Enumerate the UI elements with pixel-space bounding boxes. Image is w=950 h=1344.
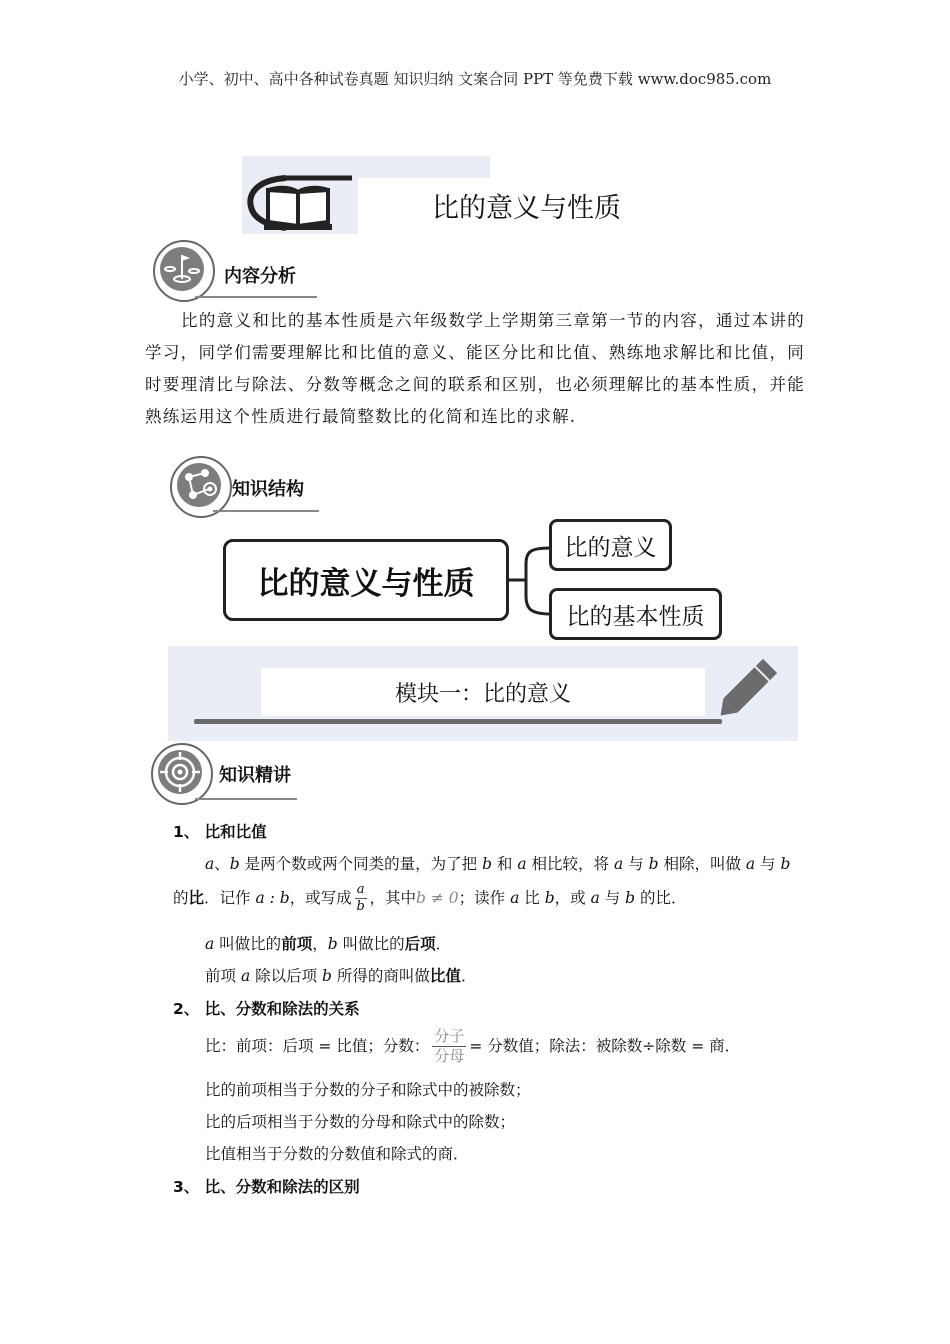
section-underline — [213, 510, 319, 512]
section-underline — [195, 296, 317, 298]
page-title: 比的意义与性质 — [432, 193, 621, 224]
item-heading: 3、 比、分数和除法的区别 — [173, 1178, 360, 1196]
page-header-banner: 小学、初中、高中各种试卷真题 知识归纳 文案合同 PPT 等免费下载 www.doc985.com — [178, 70, 772, 88]
item-heading: 2、 比、分数和除法的关系 — [173, 1000, 360, 1018]
relation-note: 比的前项相当于分数的分子和除式中的被除数； — [205, 1081, 531, 1099]
module-title: 模块一：比的意义 — [261, 668, 705, 716]
mindmap-connector — [508, 540, 554, 620]
item-heading: 1、 比和比值 — [173, 823, 267, 841]
relation-line: 比：前项：后项 = 比值；分数： $\frac{\text{分子}}{\text{分母}}$ = 分数值；除法：被除数÷除数 = 商． — [205, 1027, 741, 1065]
section-underline — [195, 798, 297, 800]
section-label-knowledge-structure: 知识结构 — [232, 479, 304, 500]
section-label-knowledge-detail: 知识精讲 — [219, 765, 291, 786]
relation-note: 比值相当于分数的分数值和除式的商． — [205, 1145, 469, 1163]
mindmap-child-node: 比的基本性质 — [549, 588, 722, 640]
open-book-icon — [246, 170, 354, 232]
definition-line-2: 的比．记作 a : b，或写成 $\frac{a}{b}$ ，其中b ≠ 0；读作 a 比 b，或 a 与 b 的比． — [173, 882, 687, 914]
fraction-numerator-over-denominator: $\frac{\text{分子}}{\text{分母}}$ — [434, 1027, 465, 1065]
network-nodes-icon — [170, 456, 232, 518]
mindmap-child-node: 比的意义 — [549, 519, 672, 571]
module-underline — [194, 719, 722, 724]
target-icon — [151, 743, 213, 805]
definition-line-1: a、b 是两个数或两个同类的量，为了把 b 和 a 相比较，将 a 与 b 相除，叫做 a 与 b — [205, 855, 791, 873]
flag-target-icon — [153, 240, 215, 302]
content-analysis-paragraph: 比的意义和比的基本性质是六年级数学上学期第三章第一节的内容，通过本讲的学习，同学们需要理解比和比值的意义、能区分比和比值、熟练地求解比和比值，同时要理清比与除法、分数等概念之间的联系和区别，也必须理解比的基本性质，并能熟练运用这个性质进行最简整数比的化简和连比的求解. — [145, 311, 805, 426]
section-label-content-analysis: 内容分析 — [224, 266, 296, 287]
mindmap-root-node: 比的意义与性质 — [223, 539, 509, 621]
definition-line-3: a 叫做比的前项，b 叫做比的后项． — [205, 935, 452, 953]
relation-note: 比的后项相当于分数的分母和除式中的除数； — [205, 1113, 516, 1131]
pencil-icon — [710, 654, 782, 726]
definition-line-4: 前项 a 除以后项 b 所得的商叫做比值． — [205, 967, 477, 985]
fraction-a-over-b: $\frac{a}{b}$ — [356, 882, 365, 914]
